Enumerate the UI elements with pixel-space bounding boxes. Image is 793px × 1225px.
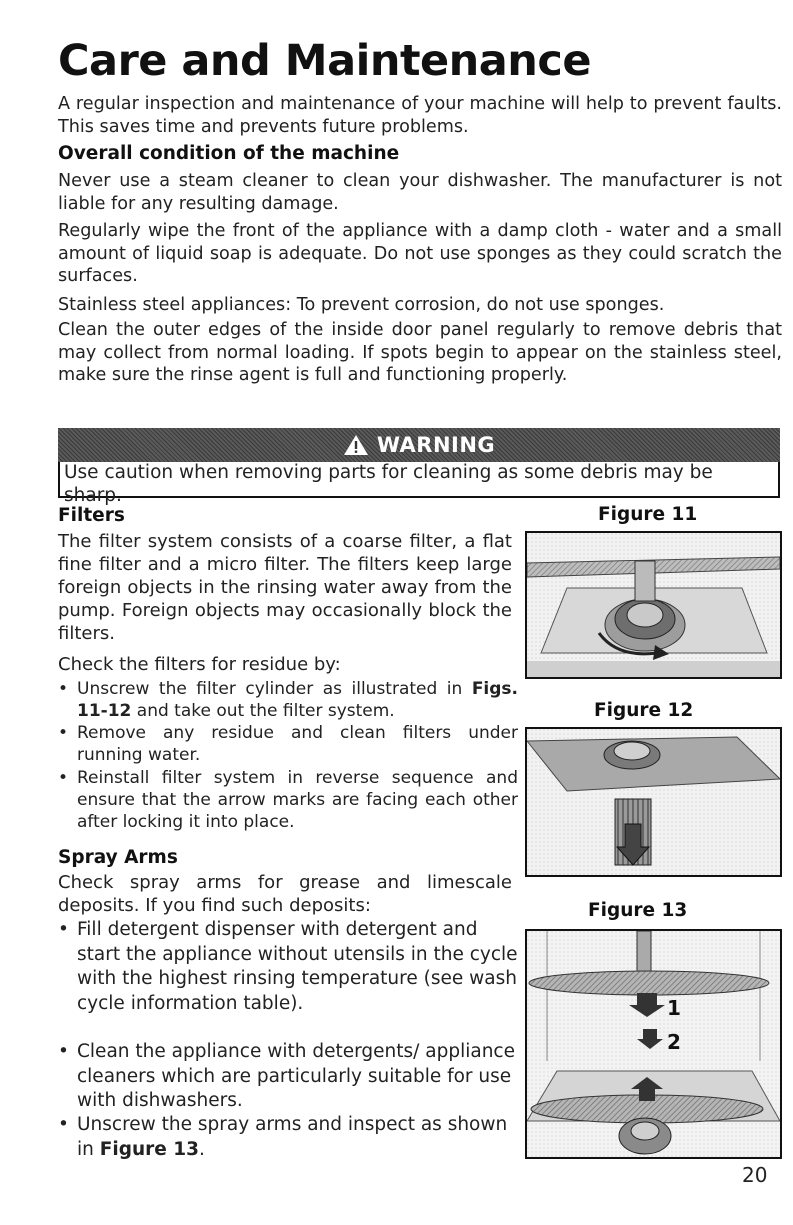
figure-12-caption: Figure 12 [594, 700, 694, 721]
figure-11-caption: Figure 11 [598, 504, 698, 525]
overall-paragraph-3: Stainless steel appliances: To prevent corrosion, do not use sponges. [58, 295, 665, 315]
bullet-mark: • [58, 1114, 69, 1135]
bullet-text: Remove any residue and clean filters under running water. [77, 723, 518, 765]
overall-paragraph-4: Clean the outer edges of the inside door panel regularly to remove debris that may collect from normal loading. If spots begin to appear on the stainless steel, make sure the rinse agent is full and functioning properly. [58, 320, 782, 385]
figure-13-label-2: 2 [667, 1030, 681, 1054]
filters-bullet-2 [58, 722, 518, 766]
spray-bullet-3 [58, 1113, 518, 1162]
spray-paragraph: Check spray arms for grease and limescale deposits. If you find such deposits: [58, 872, 512, 916]
bullet-mark: • [58, 1041, 69, 1062]
filters-paragraph: The filter system consists of a coarse filter, a flat fine filter and a micro filter. The filters keep large foreign objects in the rinsing water away from the pump. Foreign objects may occasionally block the filters. [58, 531, 512, 644]
bullet-text: Reinstall filter system in reverse sequence and ensure that the arrow marks are facing each other after locking it into place. [77, 768, 518, 832]
bullet-text: Unscrew the spray arms and inspect as shown in [77, 1114, 508, 1160]
bullet-text: Unscrew the filter cylinder as illustrated in [77, 679, 472, 699]
overall-paragraph-1: Never use a steam cleaner to clean your dishwasher. The manufacturer is not liable for any resulting damage. [58, 171, 782, 214]
bullet-mark: • [58, 723, 69, 743]
bullet-text: and take out the filter system. [131, 701, 395, 721]
filters-bullet-1 [58, 678, 518, 722]
intro-paragraph: A regular inspection and maintenance of your machine will help to prevent faults. This saves time and prevents future problems. [58, 94, 782, 137]
warning-label: WARNING [376, 433, 496, 457]
figure-13-image [525, 929, 782, 1159]
overall-heading: Overall condition of the machine [58, 143, 400, 164]
bullet-mark: • [58, 919, 69, 940]
bullet-mark: • [58, 768, 69, 788]
spray-heading: Spray Arms [58, 847, 178, 868]
warning-box [58, 462, 780, 506]
page-number: 20 [742, 1163, 768, 1187]
warning-text: Use caution when removing parts for cleaning as some debris may be sharp. [64, 462, 713, 506]
spray-bullet-1 [58, 918, 518, 1016]
filters-bullet-3 [58, 767, 518, 833]
bullet-text: Fill detergent dispenser with detergent and start the appliance without utensils in the cycle with the highest rinsing temperature (see wash cycle information table). [77, 919, 518, 1014]
filters-check-text: Check the filters for residue by: [58, 654, 341, 675]
warning-triangle-icon [343, 434, 369, 456]
bullet-text: . [199, 1138, 205, 1160]
spray-bullet-2 [58, 1040, 518, 1114]
figure-13-label-1: 1 [667, 996, 681, 1020]
figure-13-caption: Figure 13 [588, 900, 688, 921]
figs-reference: Figs. 11-12 [77, 679, 518, 721]
overall-paragraph-2: Regularly wipe the front of the appliance with a damp cloth - water and a small amount of liquid soap is adequate. Do not use sponges as they could scratch the surfaces. [58, 221, 782, 286]
bullet-mark: • [58, 679, 69, 699]
warning-header [58, 428, 780, 462]
figure-reference: Figure 13 [99, 1138, 199, 1160]
figure-12-image [525, 727, 782, 877]
page-title: Care and Maintenance [58, 36, 592, 86]
bullet-text: Clean the appliance with detergents/ appliance cleaners which are particularly suitable for use with dishwashers. [77, 1041, 515, 1111]
filters-heading: Filters [58, 505, 125, 526]
figure-11-image [525, 531, 782, 679]
